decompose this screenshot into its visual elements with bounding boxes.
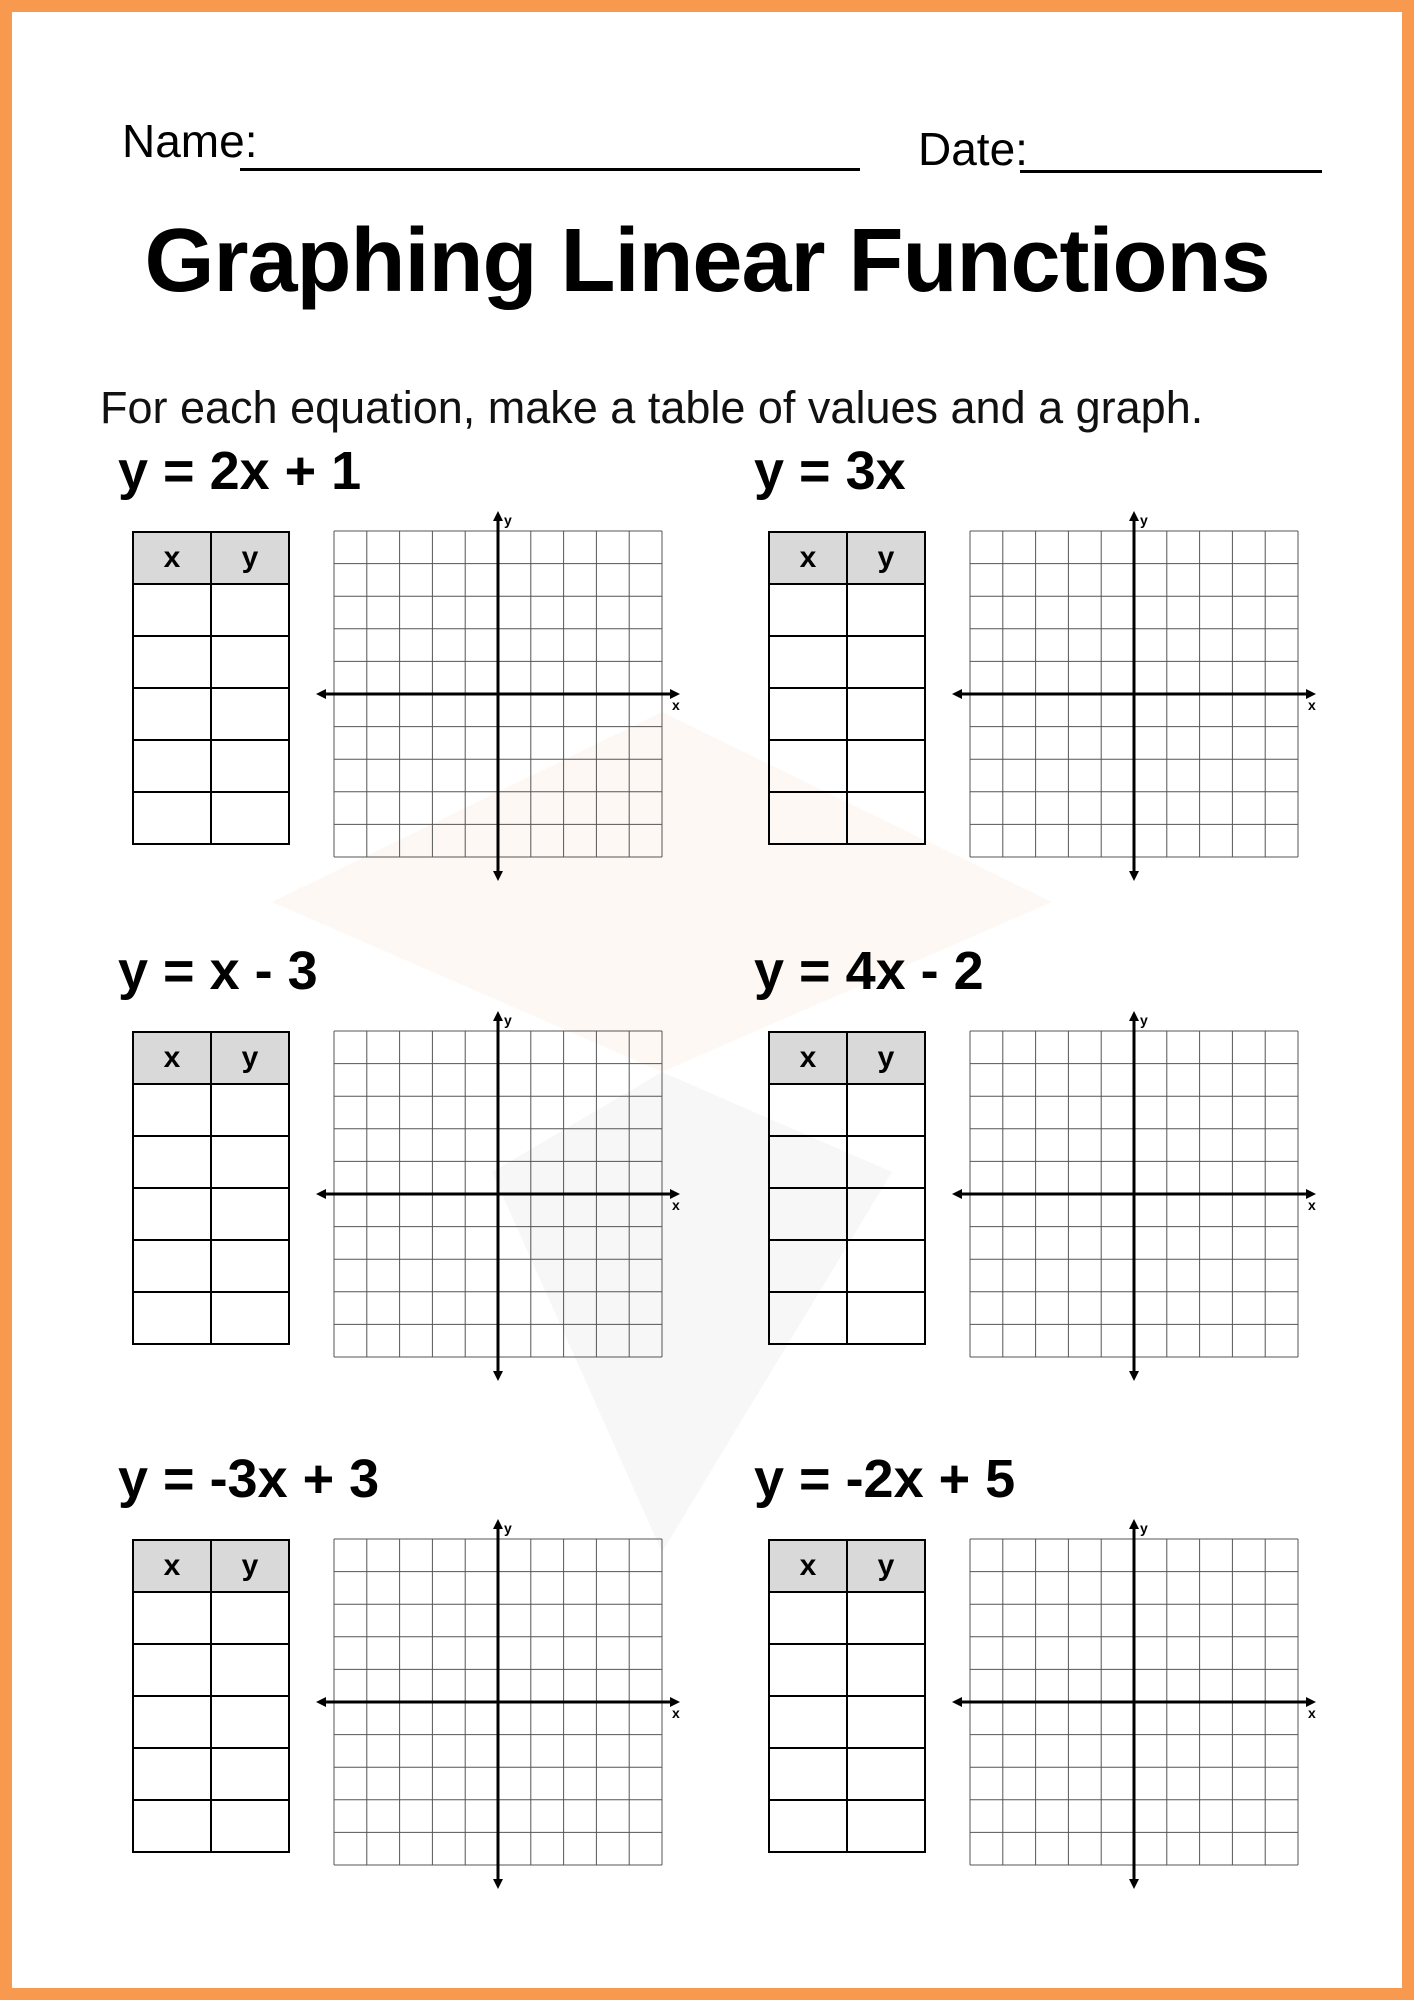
up-arrow-icon xyxy=(493,511,503,521)
table-row xyxy=(133,1292,289,1344)
y-value-cell[interactable] xyxy=(847,1592,925,1644)
table-row xyxy=(769,1748,925,1800)
y-value-cell[interactable] xyxy=(847,1084,925,1136)
table-row xyxy=(769,1800,925,1852)
coordinate-grid[interactable] xyxy=(970,1012,1316,1357)
equation-label: y = 3x xyxy=(754,441,906,501)
table-row xyxy=(769,1592,925,1644)
page-title: Graphing Linear Functions xyxy=(144,211,1270,311)
date-input-line[interactable] xyxy=(1020,170,1322,173)
y-axis-label: y xyxy=(504,1520,512,1536)
left-arrow-icon xyxy=(952,1697,962,1707)
y-value-cell[interactable] xyxy=(847,740,925,792)
table-row xyxy=(769,792,925,844)
coordinate-grid[interactable] xyxy=(970,1520,1316,1865)
x-value-cell[interactable] xyxy=(769,1136,847,1188)
table-header-x: x xyxy=(769,1540,847,1592)
table-header-x: x xyxy=(769,1032,847,1084)
table-row xyxy=(133,1800,289,1852)
coordinate-grid[interactable] xyxy=(334,512,680,857)
name-label: Name: xyxy=(122,115,258,167)
table-row xyxy=(133,1592,289,1644)
table-row xyxy=(133,584,289,636)
y-value-cell[interactable] xyxy=(211,636,289,688)
x-value-cell[interactable] xyxy=(133,1748,211,1800)
table-row xyxy=(133,1644,289,1696)
table-row xyxy=(133,1084,289,1136)
up-arrow-icon xyxy=(1129,511,1139,521)
table-of-values xyxy=(768,1539,926,1853)
y-value-cell[interactable] xyxy=(211,1644,289,1696)
table-row xyxy=(133,1188,289,1240)
x-value-cell[interactable] xyxy=(133,1188,211,1240)
equation-label: y = -2x + 5 xyxy=(754,1449,1016,1509)
table-row xyxy=(769,1292,925,1344)
y-axis-label: y xyxy=(1140,1520,1148,1536)
table-header-y: y xyxy=(211,1032,289,1084)
table-row xyxy=(133,792,289,844)
y-value-cell[interactable] xyxy=(211,1696,289,1748)
y-value-cell[interactable] xyxy=(211,1592,289,1644)
x-value-cell[interactable] xyxy=(769,584,847,636)
table-row xyxy=(133,1136,289,1188)
table-row xyxy=(133,1748,289,1800)
x-value-cell[interactable] xyxy=(769,636,847,688)
x-value-cell[interactable] xyxy=(133,688,211,740)
table-row xyxy=(133,636,289,688)
x-value-cell[interactable] xyxy=(769,792,847,844)
x-value-cell[interactable] xyxy=(769,1084,847,1136)
coordinate-grid[interactable] xyxy=(970,512,1316,857)
y-value-cell[interactable] xyxy=(847,1136,925,1188)
table-header-x: x xyxy=(133,1540,211,1592)
table-row xyxy=(769,1644,925,1696)
x-value-cell[interactable] xyxy=(133,636,211,688)
down-arrow-icon xyxy=(1129,1879,1139,1889)
y-value-cell[interactable] xyxy=(847,1748,925,1800)
table-row xyxy=(769,636,925,688)
y-value-cell[interactable] xyxy=(847,584,925,636)
y-value-cell[interactable] xyxy=(211,1240,289,1292)
x-value-cell[interactable] xyxy=(769,1292,847,1344)
y-value-cell[interactable] xyxy=(847,1292,925,1344)
y-value-cell[interactable] xyxy=(211,1084,289,1136)
x-value-cell[interactable] xyxy=(133,740,211,792)
instructions-text: For each equation, make a table of values and a graph. xyxy=(100,382,1204,433)
coordinate-grid[interactable] xyxy=(334,1520,680,1865)
x-value-cell[interactable] xyxy=(133,1592,211,1644)
equation-label: y = 4x - 2 xyxy=(754,941,984,1001)
table-header-x: x xyxy=(769,532,847,584)
table-of-values xyxy=(132,531,290,845)
equation-label: y = -3x + 3 xyxy=(118,1449,380,1509)
equation-label: y = x - 3 xyxy=(118,941,318,1001)
x-value-cell[interactable] xyxy=(133,1644,211,1696)
table-header-y: y xyxy=(211,1540,289,1592)
table-row xyxy=(133,1696,289,1748)
y-value-cell[interactable] xyxy=(211,688,289,740)
y-value-cell[interactable] xyxy=(211,792,289,844)
y-value-cell[interactable] xyxy=(847,1240,925,1292)
x-value-cell[interactable] xyxy=(769,1240,847,1292)
table-header-x: x xyxy=(133,532,211,584)
y-value-cell[interactable] xyxy=(847,636,925,688)
table-header-y: y xyxy=(211,532,289,584)
y-value-cell[interactable] xyxy=(211,740,289,792)
x-value-cell[interactable] xyxy=(769,740,847,792)
equation-label: y = 2x + 1 xyxy=(118,441,362,501)
x-axis-label: x xyxy=(672,697,680,713)
table-of-values xyxy=(768,531,926,845)
x-value-cell[interactable] xyxy=(769,1644,847,1696)
y-value-cell[interactable] xyxy=(211,1188,289,1240)
table-header-y: y xyxy=(847,1540,925,1592)
table-row xyxy=(769,1240,925,1292)
table-header-y: y xyxy=(847,1032,925,1084)
table-row xyxy=(133,688,289,740)
down-arrow-icon xyxy=(493,1879,503,1889)
x-value-cell[interactable] xyxy=(769,1188,847,1240)
y-value-cell[interactable] xyxy=(847,792,925,844)
x-value-cell[interactable] xyxy=(133,1084,211,1136)
y-value-cell[interactable] xyxy=(211,1136,289,1188)
table-of-values xyxy=(132,1539,290,1853)
table-row xyxy=(133,1240,289,1292)
table-row xyxy=(769,688,925,740)
name-input-line[interactable] xyxy=(240,168,860,171)
y-axis-label: y xyxy=(504,512,512,528)
table-row xyxy=(769,1084,925,1136)
table-row xyxy=(769,1696,925,1748)
coordinate-grid[interactable] xyxy=(334,1012,680,1357)
x-axis-label: x xyxy=(1308,1197,1316,1213)
table-row xyxy=(769,1136,925,1188)
y-value-cell[interactable] xyxy=(847,1800,925,1852)
y-value-cell[interactable] xyxy=(211,1292,289,1344)
x-axis-label: x xyxy=(1308,697,1316,713)
y-value-cell[interactable] xyxy=(847,1644,925,1696)
x-value-cell[interactable] xyxy=(133,1292,211,1344)
x-axis-label: x xyxy=(672,1705,680,1721)
y-axis-label: y xyxy=(1140,512,1148,528)
table-row xyxy=(769,584,925,636)
x-value-cell[interactable] xyxy=(133,1136,211,1188)
x-axis-label: x xyxy=(1308,1705,1316,1721)
x-value-cell[interactable] xyxy=(769,1800,847,1852)
x-value-cell[interactable] xyxy=(769,1696,847,1748)
x-axis-label: x xyxy=(672,1197,680,1213)
table-row xyxy=(769,740,925,792)
table-of-values xyxy=(132,1031,290,1345)
y-value-cell[interactable] xyxy=(847,688,925,740)
y-value-cell[interactable] xyxy=(211,584,289,636)
table-of-values xyxy=(768,1031,926,1345)
x-value-cell[interactable] xyxy=(769,688,847,740)
table-row xyxy=(133,740,289,792)
left-arrow-icon xyxy=(316,1697,326,1707)
y-value-cell[interactable] xyxy=(847,1696,925,1748)
y-axis-label: y xyxy=(1140,1012,1148,1028)
x-value-cell[interactable] xyxy=(133,1800,211,1852)
x-value-cell[interactable] xyxy=(133,584,211,636)
table-row xyxy=(769,1188,925,1240)
date-label: Date: xyxy=(918,123,1028,175)
y-value-cell[interactable] xyxy=(847,1188,925,1240)
table-header-x: x xyxy=(133,1032,211,1084)
x-value-cell[interactable] xyxy=(133,792,211,844)
y-axis-label: y xyxy=(504,1012,512,1028)
x-value-cell[interactable] xyxy=(769,1592,847,1644)
table-header-y: y xyxy=(847,532,925,584)
x-value-cell[interactable] xyxy=(769,1748,847,1800)
x-value-cell[interactable] xyxy=(133,1696,211,1748)
x-value-cell[interactable] xyxy=(133,1240,211,1292)
y-value-cell[interactable] xyxy=(211,1748,289,1800)
y-value-cell[interactable] xyxy=(211,1800,289,1852)
